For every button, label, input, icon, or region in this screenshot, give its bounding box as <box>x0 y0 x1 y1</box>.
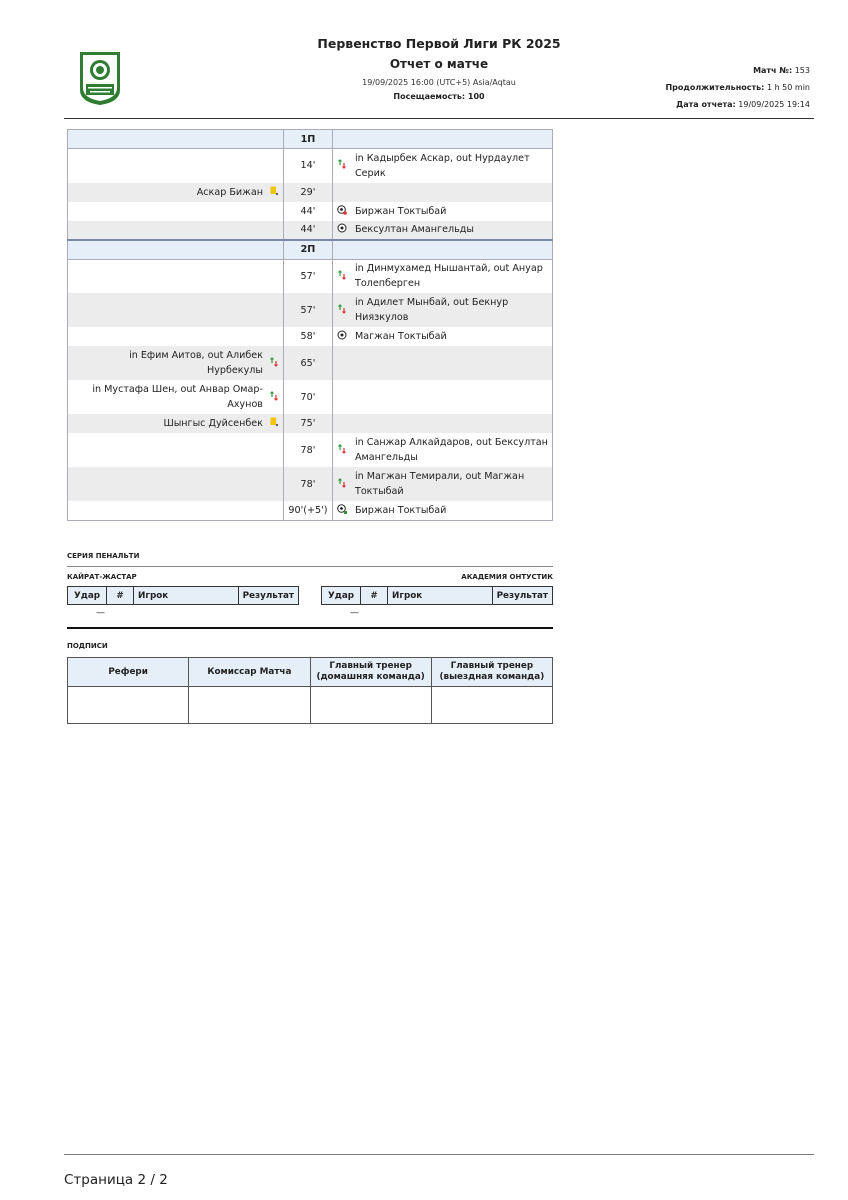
event-home-cell <box>68 433 284 467</box>
event-row <box>68 293 553 327</box>
event-home-cell <box>68 467 284 501</box>
sig-commissioner: Комиссар Матча <box>189 658 310 687</box>
report-date: Дата отчета: 19/09/2025 19:14 <box>676 100 810 109</box>
event-minute: 90'(+5') <box>283 501 332 520</box>
event-minute: 44' <box>283 221 332 240</box>
goal-icon <box>337 330 347 343</box>
event-home-cell <box>68 149 284 183</box>
report-title: Первенство Первой Лиги РК 2025 <box>317 36 561 51</box>
penalty-bottom-divider <box>67 627 553 629</box>
event-home-cell <box>68 183 284 202</box>
event-away-cell <box>332 467 552 501</box>
event-row <box>68 380 553 414</box>
penalty-title: СЕРИЯ ПЕНАЛЬТИ <box>67 552 140 560</box>
match-duration: Продолжительность: 1 h 50 min <box>665 83 810 92</box>
sig-away-coach: Главный тренер (выездная команда) <box>431 658 552 687</box>
event-home-text: in Мустафа Шен, out Анвар Омар-Ахунов <box>92 384 263 410</box>
sig-away-coach-box <box>431 687 552 724</box>
header-meta <box>665 62 810 113</box>
event-minute: 78' <box>283 467 332 501</box>
event-minute: 78' <box>283 433 332 467</box>
event-minute: 57' <box>283 259 332 293</box>
substitution-icon <box>337 270 347 283</box>
event-home-cell <box>68 221 284 240</box>
event-row <box>68 433 553 467</box>
event-away-text: in Санжар Алкайдаров, out Бексултан Амангельды <box>354 437 548 463</box>
event-away-text: Бексултан Амангельды <box>354 224 474 235</box>
event-away-cell <box>332 183 552 202</box>
sig-home-coach-box <box>310 687 431 724</box>
substitution-icon <box>337 444 347 457</box>
event-row <box>68 183 553 202</box>
event-home-text: in Ефим Аитов, out Алибек Нурбекулы <box>129 350 263 376</box>
report-subtitle: Отчет о матче <box>389 57 489 71</box>
event-home-cell <box>68 293 284 327</box>
event-home-cell <box>68 414 284 433</box>
penalty-away-header: Удар # Игрок Результат <box>322 587 553 605</box>
event-minute: 44' <box>283 202 332 221</box>
penalty-home-team: КАЙРАТ-ЖАСТАР <box>67 573 137 581</box>
event-away-text: Магжан Токтыбай <box>354 331 447 342</box>
event-minute: 70' <box>283 380 332 414</box>
event-row <box>68 467 553 501</box>
event-minute: 14' <box>283 149 332 183</box>
event-row <box>68 346 553 380</box>
signatures-table <box>67 657 553 724</box>
event-away-text: in Магжан Темирали, out Магжан Токтыбай <box>354 471 525 497</box>
signatures-header <box>68 658 553 687</box>
event-home-text: Аскар Бижан <box>196 186 263 198</box>
own-goal-icon <box>337 205 347 218</box>
event-home-cell <box>68 501 284 520</box>
event-minute: 29' <box>283 183 332 202</box>
event-away-text: Биржан Токтыбай <box>354 205 447 217</box>
event-away-cell <box>332 293 552 327</box>
event-home-cell <box>68 346 284 380</box>
sig-referee: Рефери <box>68 658 189 687</box>
match-number: Матч №: 153 <box>753 66 810 75</box>
event-away-cell <box>332 433 552 467</box>
event-row <box>68 414 553 433</box>
event-row <box>68 327 553 346</box>
event-away-cell <box>332 259 552 293</box>
half-2-header <box>68 240 553 260</box>
event-minute: 75' <box>283 414 332 433</box>
half-1-label: 1П <box>283 130 332 149</box>
event-away-text: in Адилет Мынбай, out Бекнур Ниязкулов <box>354 297 509 323</box>
event-home-cell <box>68 202 284 221</box>
signatures-blank-row <box>68 687 553 724</box>
event-away-cell <box>332 346 552 380</box>
footer-divider <box>64 1154 814 1155</box>
substitution-icon <box>337 478 347 491</box>
event-row <box>68 259 553 293</box>
event-home-text: Шынгыс Дуйсенбек <box>163 418 263 429</box>
event-away-cell <box>332 414 552 433</box>
event-row <box>68 202 553 221</box>
event-away-text: in Динмухамед Нышантай, out Ануар Толепберген <box>354 263 543 290</box>
event-minute: 57' <box>283 293 332 327</box>
event-away-cell <box>332 149 552 183</box>
event-away-cell <box>332 202 552 221</box>
event-minute: 58' <box>283 327 332 346</box>
event-home-cell <box>68 380 284 414</box>
event-home-cell <box>68 259 284 293</box>
events-table <box>67 129 553 521</box>
penalty-goal-icon <box>337 504 347 517</box>
penalty-home-table <box>67 586 299 621</box>
yellow-card-icon <box>269 186 279 199</box>
event-minute: 65' <box>283 346 332 380</box>
penalty-home-empty-row: — <box>96 608 105 618</box>
event-away-text: Биржан Токтыбай <box>354 504 447 516</box>
event-row <box>68 221 553 240</box>
substitution-icon <box>269 391 279 404</box>
event-away-text: in Кадырбек Аскар, out Нурдаулет Серик <box>354 152 530 179</box>
penalty-away-table <box>321 586 553 621</box>
yellow-card-icon <box>269 417 279 430</box>
report-header <box>64 28 814 119</box>
event-row <box>68 149 553 183</box>
substitution-icon <box>337 304 347 317</box>
half-2-label: 2П <box>283 240 332 260</box>
event-row <box>68 501 553 520</box>
goal-icon <box>337 223 347 236</box>
sig-referee-box <box>68 687 189 724</box>
event-away-cell <box>332 380 552 414</box>
penalty-away-team: АКАДЕМИЯ ОНТУСТИК <box>461 573 553 581</box>
penalty-home-header: Удар # Игрок Результат <box>68 587 299 605</box>
sig-commissioner-box <box>189 687 310 724</box>
event-away-cell <box>332 501 552 520</box>
page-number: Страница 2 / 2 <box>64 1172 168 1188</box>
substitution-icon <box>269 357 279 370</box>
event-home-cell <box>68 327 284 346</box>
substitution-icon <box>337 159 347 172</box>
half-1-header <box>68 130 553 149</box>
penalty-divider <box>67 566 553 567</box>
event-away-cell <box>332 327 552 346</box>
signatures-title: ПОДПИСИ <box>67 642 108 650</box>
match-datetime: 19/09/2025 16:00 (UTC+5) Asia/Aqtau <box>362 78 516 87</box>
event-away-cell <box>332 221 552 240</box>
penalty-away-empty-row: — <box>350 608 359 618</box>
sig-home-coach: Главный тренер (домашняя команда) <box>310 658 431 687</box>
attendance: Посещаемость: 100 <box>393 92 485 101</box>
